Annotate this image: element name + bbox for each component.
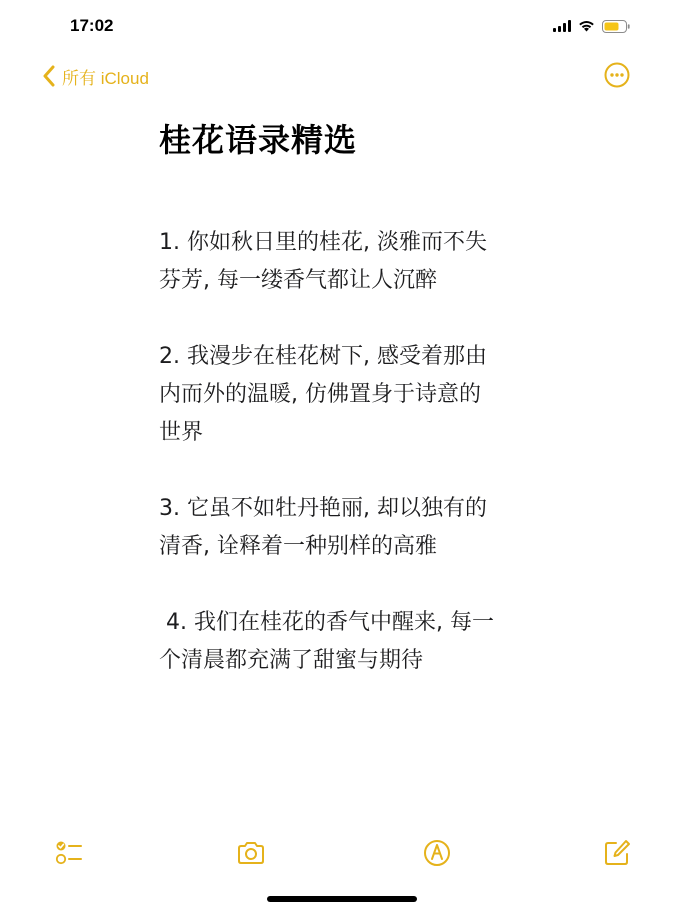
battery-icon — [602, 20, 630, 33]
checklist-icon[interactable] — [54, 838, 84, 868]
nav-bar — [0, 54, 684, 98]
back-button[interactable] — [42, 62, 149, 90]
markup-icon[interactable] — [422, 838, 452, 868]
back-label: 所有 iCloud — [62, 68, 149, 88]
home-indicator[interactable] — [267, 896, 417, 902]
signal-icon — [553, 20, 571, 32]
note-title: 桂花语录精选 — [159, 121, 358, 159]
ellipsis-circle-icon[interactable] — [604, 62, 630, 88]
note-item-4: 4. 我们在桂花的香气中醒来, 每一 个清晨都充满了甜蜜与期待 — [159, 610, 494, 673]
note-item-2: 2. 我漫步在桂花树下, 感受着那由 内而外的温暖, 仿佛置身于诗意的 世界 — [159, 344, 487, 445]
status-time: 17:02 — [70, 16, 114, 35]
note-item-3: 3. 它虽不如牡丹艳丽, 却以独有的 清香, 诠释着一种别样的高雅 — [159, 496, 487, 559]
compose-icon[interactable] — [602, 838, 632, 868]
bottom-toolbar — [0, 830, 684, 874]
wifi-icon — [578, 20, 595, 32]
chevron-left-icon — [42, 65, 56, 87]
note-item-1: 1. 你如秋日里的桂花, 淡雅而不失 芬芳, 每一缕香气都让人沉醉 — [159, 230, 487, 293]
note-body[interactable] — [159, 118, 539, 673]
camera-icon[interactable] — [236, 838, 266, 868]
status-icons — [553, 17, 630, 35]
status-bar — [0, 0, 684, 54]
